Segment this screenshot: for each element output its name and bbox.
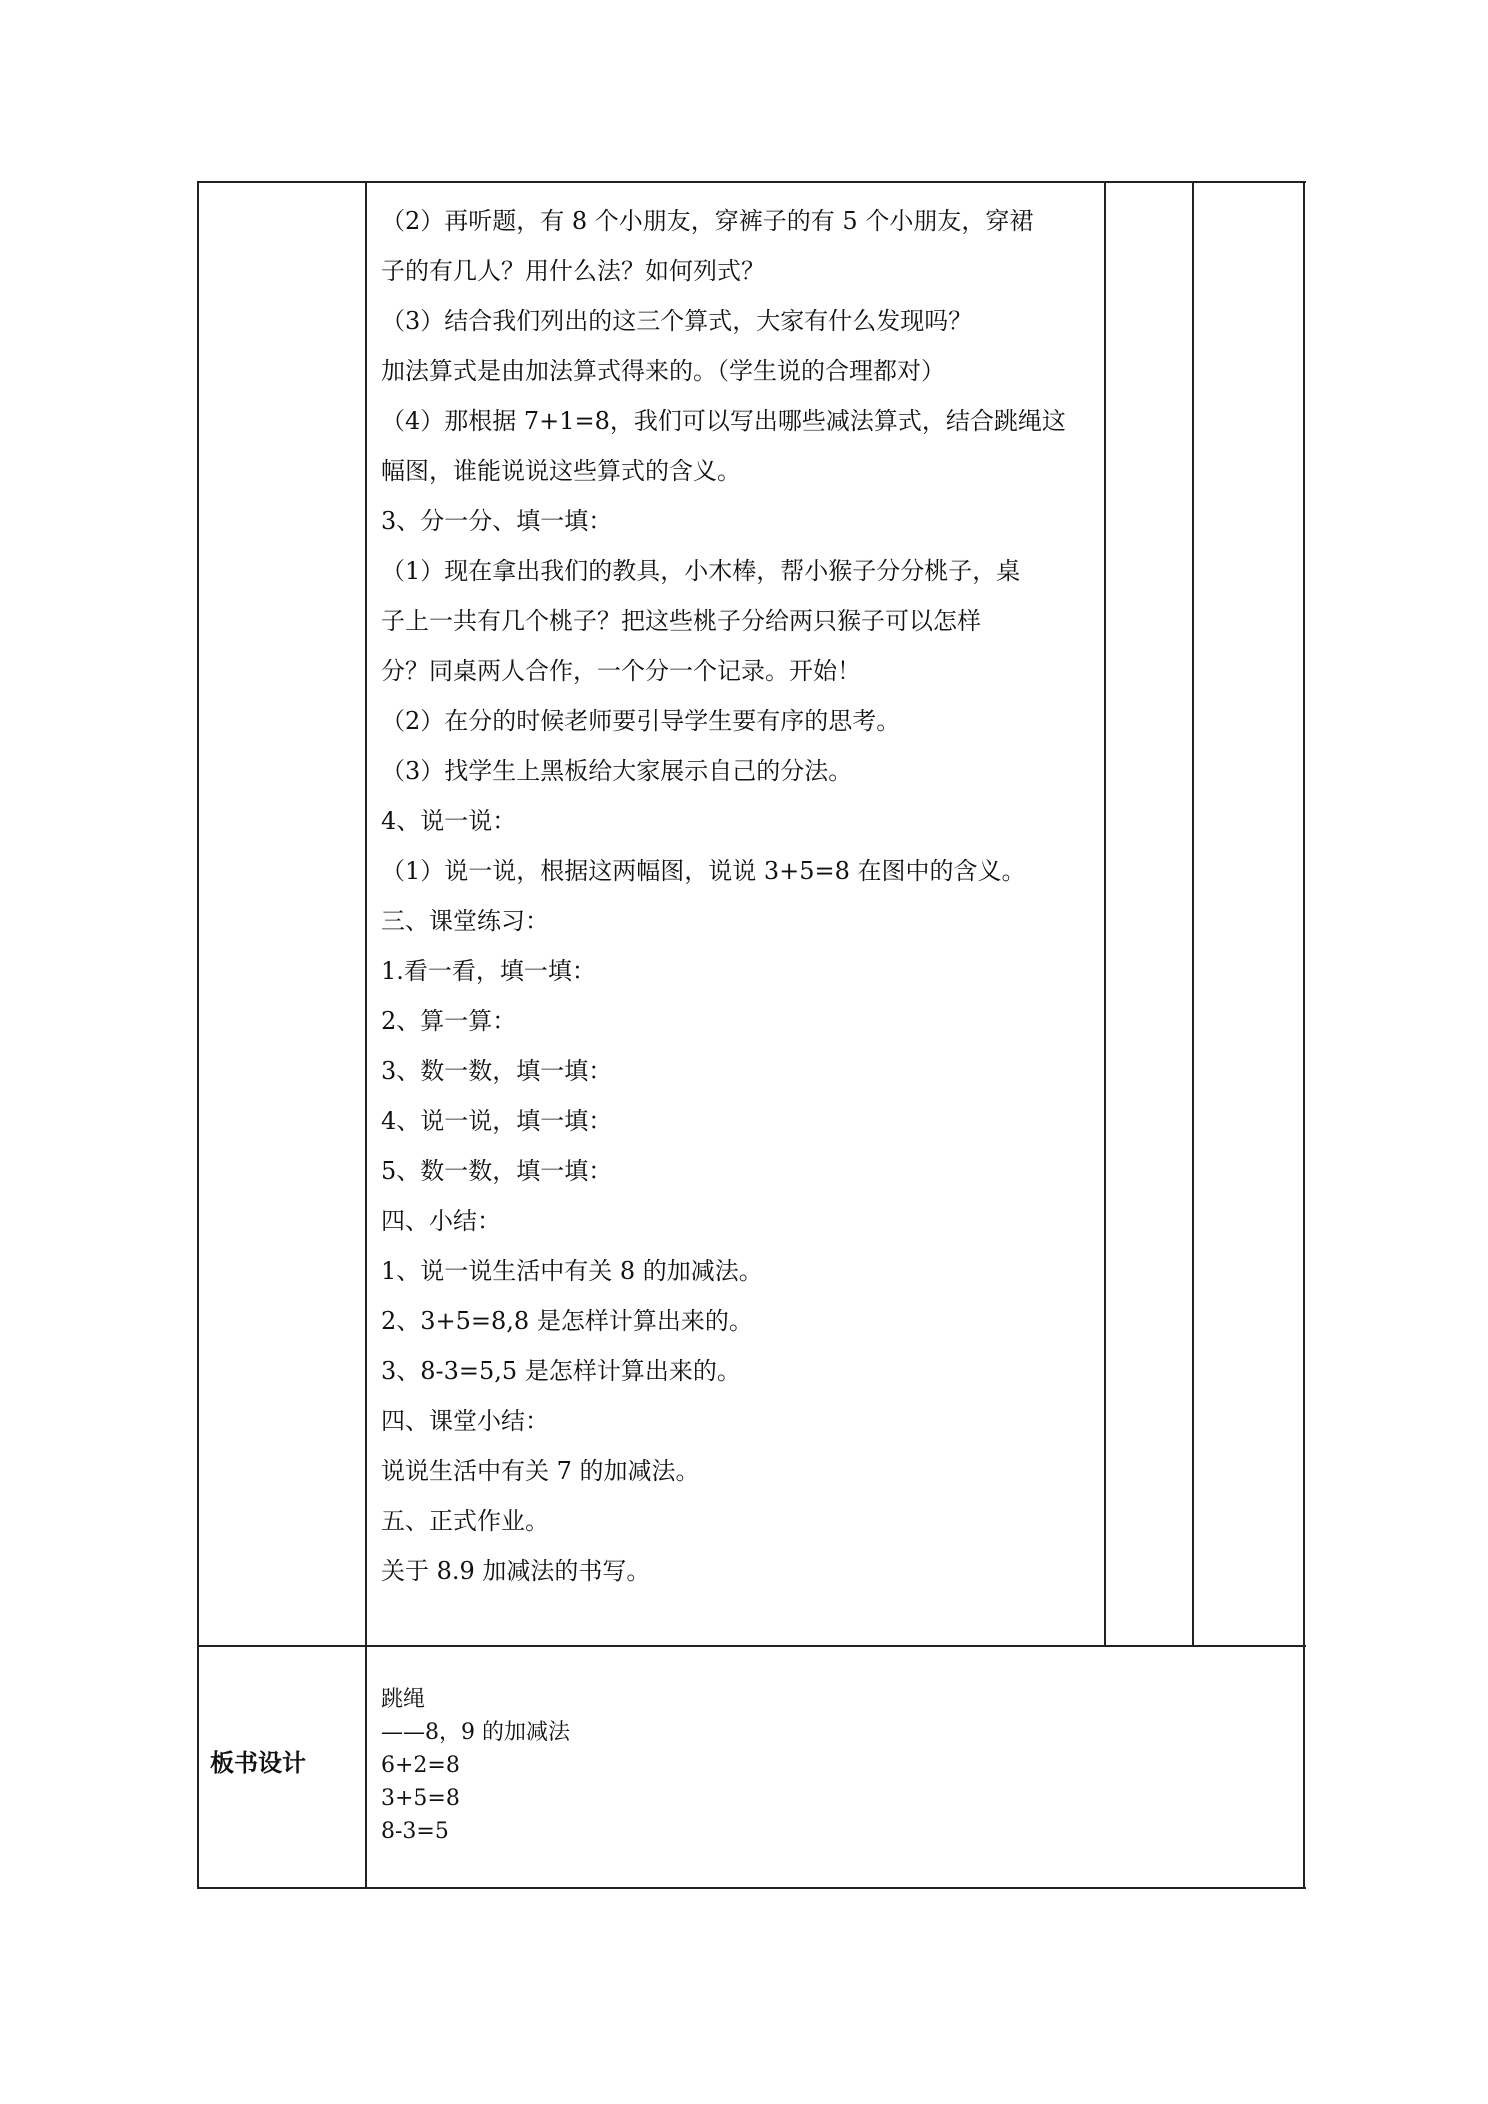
lesson-line: 3、8-3=5,5 是怎样计算出来的。 [381, 1357, 741, 1385]
table-bottom-border [197, 1887, 1306, 1889]
lesson-line: 四、小结： [381, 1207, 501, 1235]
lesson-line: 1.看一看，填一填： [381, 957, 596, 985]
lesson-line: 加法算式是由加法算式得来的。（学生说的合理都对） [381, 357, 945, 385]
lesson-line: 3、分一分、填一填： [381, 507, 613, 535]
lesson-line: 4、说一说，填一填： [381, 1107, 613, 1135]
lesson-line: 子上一共有几个桃子？把这些桃子分给两只猴子可以怎样 [381, 607, 981, 635]
table-top-border [197, 181, 1306, 183]
lesson-line: 说说生活中有关 7 的加减法。 [381, 1457, 700, 1485]
lesson-line: 五、正式作业。 [381, 1507, 549, 1535]
board-line: ——8，9 的加减法 [381, 1720, 570, 1745]
lesson-line: 幅图，谁能说说这些算式的含义。 [381, 457, 741, 485]
table-row-divider [197, 1645, 1306, 1647]
lesson-content-cell [381, 196, 1101, 1596]
table-left-border [197, 181, 199, 1888]
lesson-line: 分？同桌两人合作，一个分一个记录。开始！ [381, 657, 861, 685]
lesson-line: （1）说一说，根据这两幅图，说说 3+5=8 在图中的含义。 [381, 857, 1026, 885]
lesson-line: （3）找学生上黑板给大家展示自己的分法。 [381, 757, 853, 785]
table-column-divider [1104, 181, 1106, 1646]
lesson-line: 1、说一说生活中有关 8 的加减法。 [381, 1257, 763, 1285]
board-design-content [381, 1683, 1081, 1848]
lesson-line: 四、课堂小结： [381, 1407, 549, 1435]
lesson-line: 3、数一数，填一填： [381, 1057, 613, 1085]
lesson-line: 2、算一算： [381, 1007, 517, 1035]
board-line: 6+2=8 [381, 1753, 460, 1778]
lesson-line: 4、说一说： [381, 807, 517, 835]
board-design-label: 板书设计 [210, 1749, 306, 1777]
table-right-border [1303, 181, 1305, 1888]
lesson-line: （3）结合我们列出的这三个算式，大家有什么发现吗？ [381, 307, 973, 335]
lesson-line: 三、课堂练习： [381, 907, 549, 935]
table-column-divider [1192, 181, 1194, 1646]
board-line: 8-3=5 [381, 1819, 449, 1844]
board-line: 跳绳 [381, 1687, 426, 1712]
table-column-divider [365, 181, 367, 1888]
lesson-line: 2、3+5=8,8 是怎样计算出来的。 [381, 1307, 753, 1335]
lesson-line: 5、数一数，填一填： [381, 1157, 613, 1185]
board-line: 3+5=8 [381, 1786, 460, 1811]
lesson-line: 子的有几人？用什么法？如何列式？ [381, 257, 765, 285]
lesson-line: （1）现在拿出我们的教具，小木棒，帮小猴子分分桃子，桌 [381, 557, 1021, 585]
lesson-line: （2）在分的时候老师要引导学生要有序的思考。 [381, 707, 901, 735]
lesson-line: （2）再听题，有 8 个小朋友，穿裤子的有 5 个小朋友，穿裙 [381, 207, 1034, 235]
lesson-line: 关于 8.9 加减法的书写。 [381, 1557, 651, 1585]
lesson-line: （4）那根据 7+1=8，我们可以写出哪些减法算式，结合跳绳这 [381, 407, 1066, 435]
